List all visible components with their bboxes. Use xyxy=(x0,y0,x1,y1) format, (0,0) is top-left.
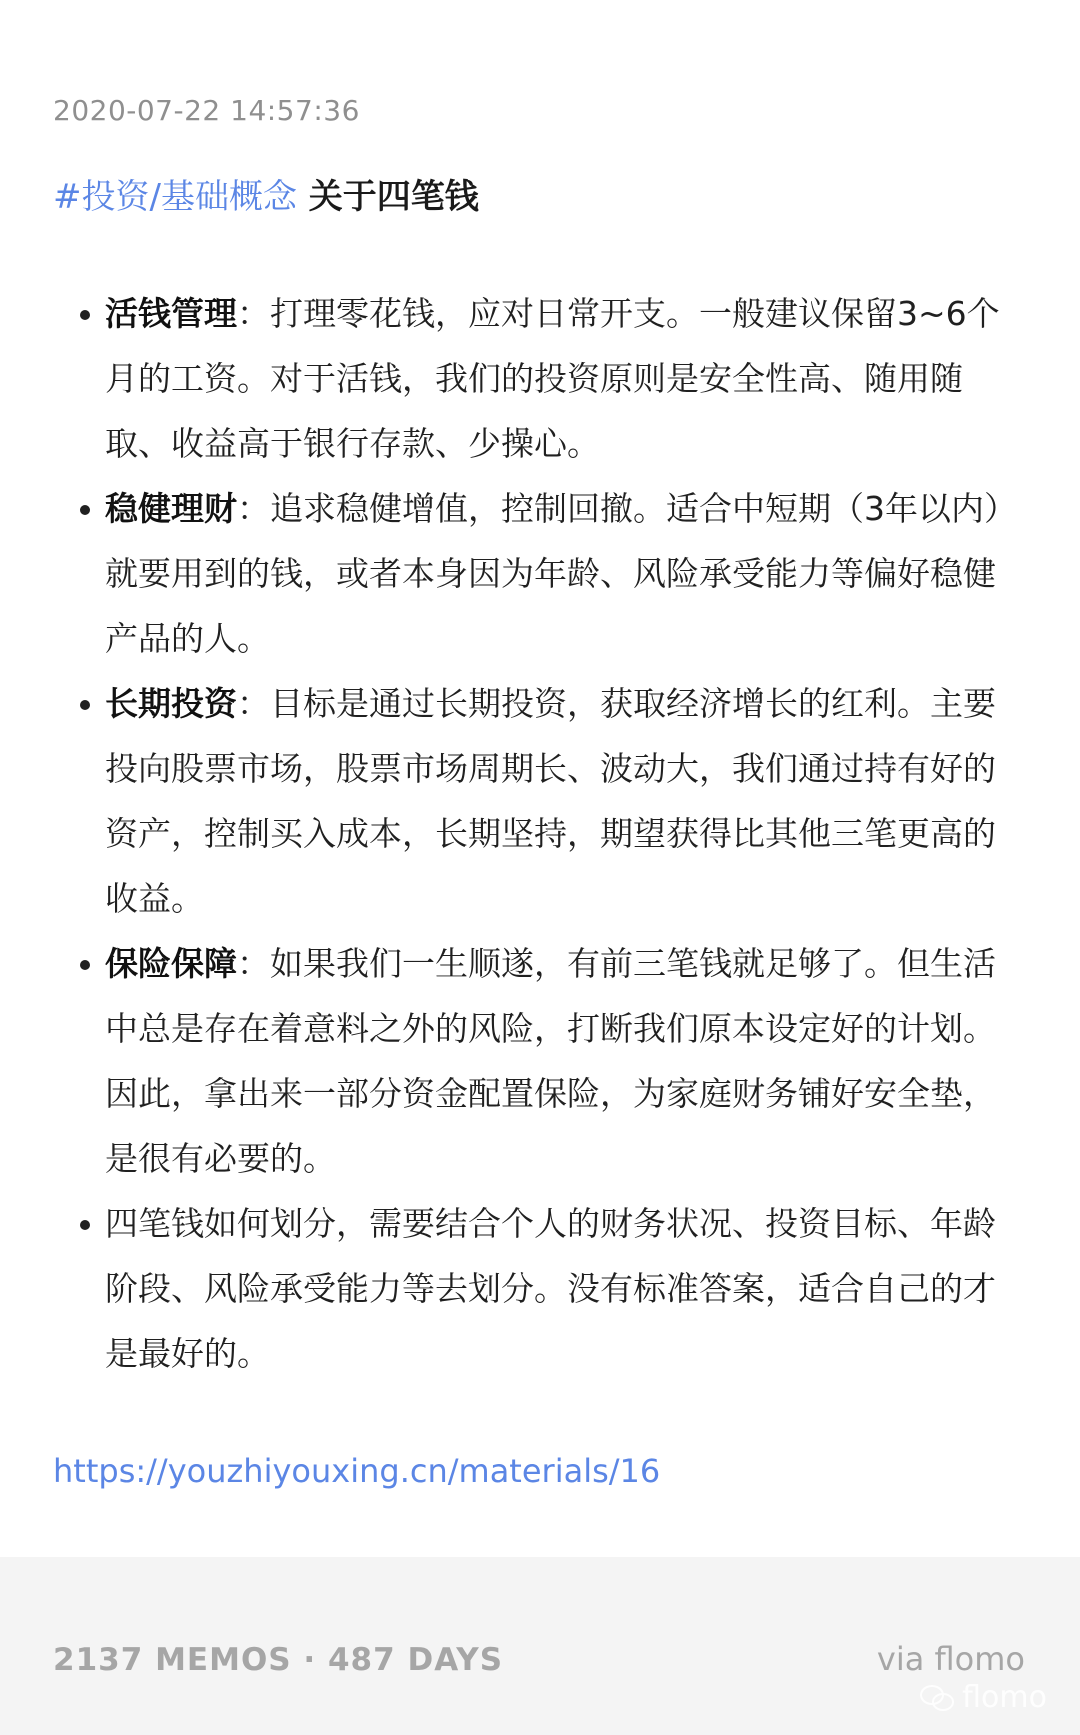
list-item xyxy=(53,281,1023,476)
list-item-heading: 长期投资 xyxy=(105,684,237,723)
list-item-heading: 稳健理财 xyxy=(105,489,237,528)
memo-stats: 2137 MEMOS · 487 DAYS xyxy=(53,1642,504,1678)
wechat-watermark xyxy=(920,1680,1047,1715)
list-item-heading: 活钱管理 xyxy=(105,294,237,333)
source-link[interactable]: https://youzhiyouxing.cn/materials/16 xyxy=(53,1452,661,1490)
bullet-icon xyxy=(80,1220,90,1230)
list-item xyxy=(53,671,1023,931)
memo-timestamp: 2020-07-22 14:57:36 xyxy=(53,94,360,127)
memo-title-row xyxy=(53,172,479,222)
list-item-text: ：追求稳健增值，控制回撤。适合中短期（3年以内）就要用到的钱，或者本身因为年龄、风险承受能力等偏好稳健产品的人。 xyxy=(105,489,1017,658)
list-item-text: ：目标是通过长期投资，获取经济增长的红利。主要投向股票市场，股票市场周期长、波动大，我们通过持有好的资产，控制买入成本，长期坚持，期望获得比其他三笔更高的收益。 xyxy=(105,684,996,918)
list-item xyxy=(53,476,1023,671)
bullet-icon xyxy=(80,960,90,970)
bullet-icon xyxy=(80,505,90,515)
watermark-label: flomo xyxy=(962,1680,1047,1715)
list-item-text: ：如果我们一生顺遂，有前三笔钱就足够了。但生活中总是存在着意料之外的风险，打断我们原本设定好的计划。因此，拿出来一部分资金配置保险，为家庭财务铺好安全垫，是很有必要的。 xyxy=(105,944,996,1178)
memo-title: 关于四笔钱 xyxy=(296,177,479,217)
list-item-text: 四笔钱如何划分，需要结合个人的财务状况、投资目标、年龄阶段、风险承受能力等去划分。没有标准答案，适合自己的才是最好的。 xyxy=(105,1204,996,1373)
wechat-icon xyxy=(920,1685,954,1711)
memo-tag-link[interactable]: #投资/基础概念 xyxy=(53,177,297,217)
bullet-icon xyxy=(80,700,90,710)
bullet-icon xyxy=(80,310,90,320)
list-item-heading: 保险保障 xyxy=(105,944,237,983)
list-item-text: ：打理零花钱，应对日常开支。一般建议保留3~6个月的工资。对于活钱，我们的投资原则是安全性高、随用随取、收益高于银行存款、少操心。 xyxy=(105,294,1000,463)
via-flomo-label: via flomo xyxy=(876,1640,1025,1678)
memo-bullet-list xyxy=(53,281,1023,1386)
list-item xyxy=(53,931,1023,1191)
list-item xyxy=(53,1191,1023,1386)
